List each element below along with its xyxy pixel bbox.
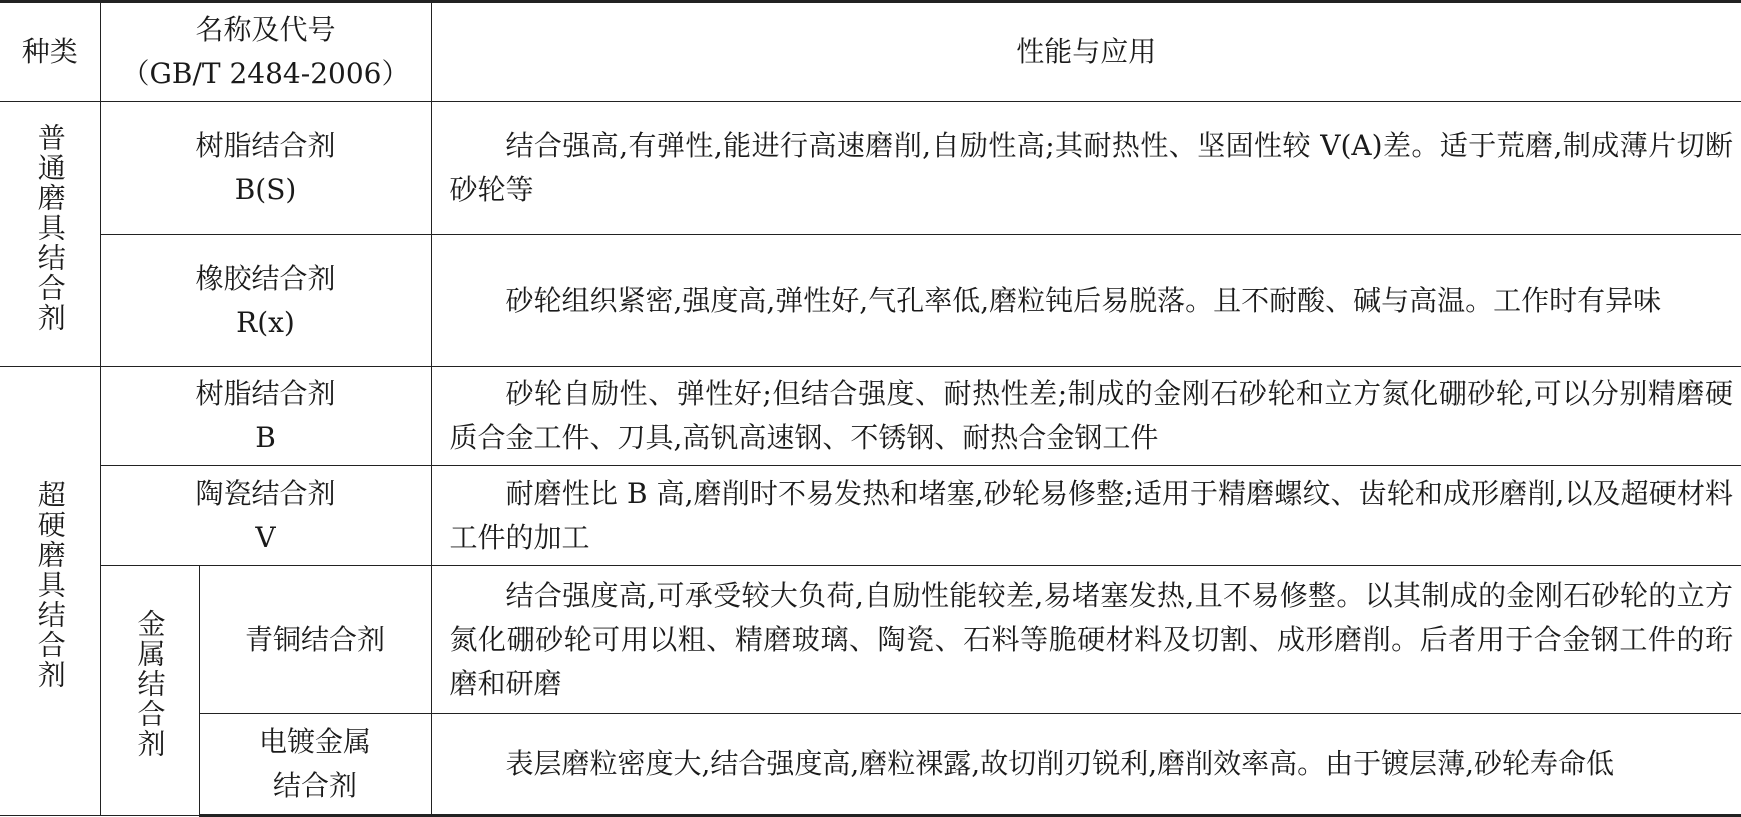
group-superhard-label: 超硬磨具结合剂: [33, 479, 67, 690]
bond-description: 表层磨粒密度大,结合强度高,磨粒裸露,故切削刃锐利,磨削效率高。由于镀层薄,砂轮寿命低: [505, 747, 1615, 780]
header-category-text: 种类: [21, 35, 78, 68]
table-row: [0, 367, 1741, 466]
bond-description-cell: [431, 714, 1741, 816]
table-row: [0, 566, 1741, 714]
header-name-line2: （GB/T 2484-2006）: [121, 57, 410, 90]
group-ordinary-cell: [0, 102, 100, 367]
bond-name: 橡胶结合剂: [195, 261, 336, 295]
bond-description-cell: [431, 566, 1741, 714]
bond-name-cell: [100, 102, 431, 235]
table-row: [0, 102, 1741, 235]
bond-description: 结合强度高,可承受较大负荷,自励性能较差,易堵塞发热,且不易修整。以其制成的金刚石砂轮的立方氮化硼砂轮可用以粗、精磨玻璃、陶瓷、石料等脆硬材料及切割、成形磨削。后者用于合金钢工件的珩磨和研磨: [449, 578, 1733, 700]
group-ordinary-label: 普通磨具结合剂: [33, 122, 67, 333]
bond-code: B: [255, 421, 276, 454]
header-category: [0, 2, 100, 102]
table-row: [0, 466, 1741, 566]
bond-description: 砂轮自励性、弹性好;但结合强度、耐热性差;制成的金刚石砂轮和立方氮化硼砂轮,可以分别精磨硬质合金工件、刀具,高钒高速钢、不锈钢、耐热合金钢工件: [449, 377, 1733, 454]
bond-description-cell: [431, 235, 1741, 367]
bond-name-cell: [100, 367, 431, 466]
bond-description: 砂轮组织紧密,强度高,弹性好,气孔率低,磨粒钝后易脱落。且不耐酸、碱与高温。工作时有异味: [505, 283, 1662, 317]
group-metal-label: 金属结合剂: [133, 609, 167, 759]
bond-name: 树脂结合剂: [195, 377, 336, 410]
bond-description: 耐磨性比 B 高,磨削时不易发热和堵塞,砂轮易修整;适用于精磨螺纹、齿轮和成形磨削,以及超硬材料工件的加工: [449, 476, 1733, 554]
bond-name: 陶瓷结合剂: [195, 476, 336, 510]
bond-code: B(S): [234, 173, 297, 206]
group-superhard-cell: [0, 367, 100, 816]
bond-name: 青铜结合剂: [244, 622, 385, 656]
bond-description: 结合强高,有弹性,能进行高速磨削,自励性高;其耐热性、坚固性较 V(A)差。适于荒磨,制成薄片切断砂轮等: [449, 129, 1733, 206]
bond-name: 树脂结合剂: [195, 129, 336, 162]
header-performance: [431, 2, 1741, 102]
bond-name-cell: [100, 466, 431, 566]
bond-name: 电镀金属: [258, 725, 371, 758]
header-name: [100, 2, 431, 102]
bond-name-cell: [199, 714, 431, 816]
table-row: [0, 714, 1741, 816]
table-row: [0, 235, 1741, 367]
bond-description-cell: [431, 367, 1741, 466]
bond-code: R(x): [236, 305, 295, 339]
bond-name-cell: [100, 235, 431, 367]
bond-code: V: [255, 520, 276, 554]
header-row: [0, 2, 1741, 102]
bond-description-cell: [431, 102, 1741, 235]
group-metal-cell: [100, 566, 199, 816]
bond-code: 结合剂: [272, 769, 357, 802]
header-performance-text: 性能与应用: [1016, 35, 1157, 68]
bond-description-cell: [431, 466, 1741, 566]
bond-name-cell: [199, 566, 431, 714]
header-name-line1: 名称及代号: [195, 13, 336, 46]
